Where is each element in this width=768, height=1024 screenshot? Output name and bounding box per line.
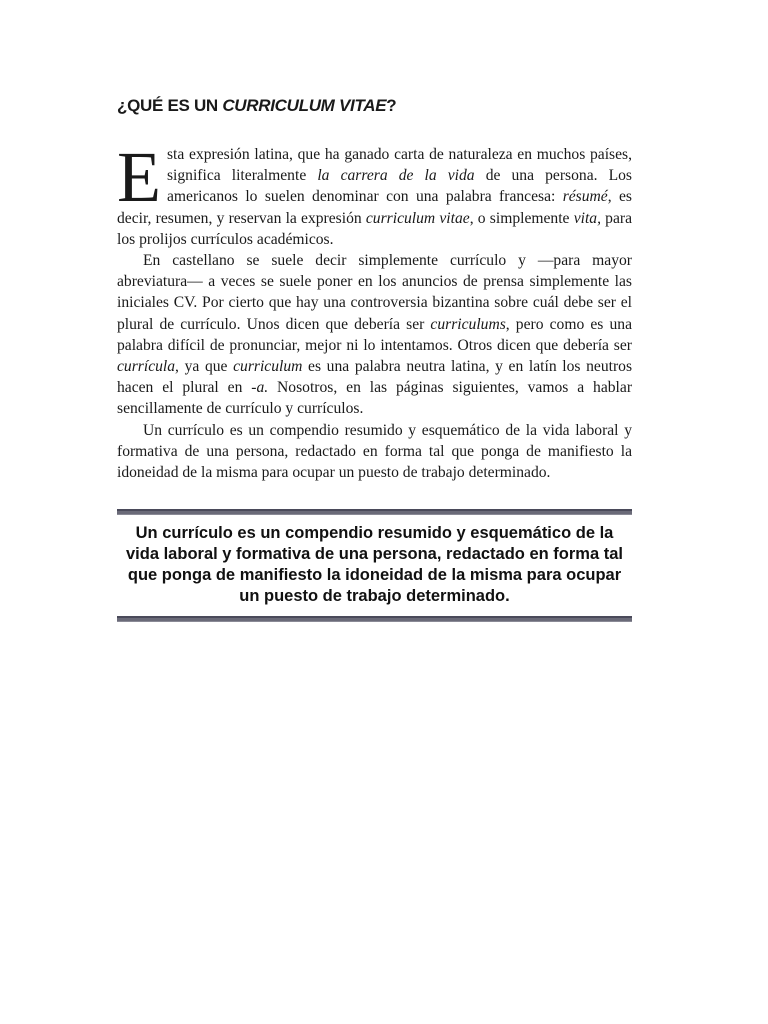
p1-italic-2: résumé (562, 188, 608, 206)
p2-text-4: es una palabra neutra latina, y en latín los neutros hacen el plural en (117, 358, 633, 397)
paragraph-2 (117, 250, 632, 420)
callout-text: Un currículo es un compendio resumido y esquemático de la vida laboral y formativa de una persona, redactado en forma tal que ponga de manifiesto la idoneidad de la misma para ocupar un puesto de trabajo determinado. (126, 524, 623, 606)
p2-text-1: En castellano se suele decir simplemente currículo y —para mayor abreviatura— a veces se suele poner en los anuncios de prensa simplemente las iniciales CV. Por cierto que hay una controversia bizantina sobre cuál debe ser el plural de currículo. Unos dicen que debería ser (117, 252, 632, 333)
p1-italic-3: curriculum vitae (365, 209, 470, 227)
document-page (117, 96, 632, 622)
heading-italic: CURRICULUM VITAE (222, 96, 387, 115)
body-text (117, 137, 633, 483)
drop-cap: E (117, 137, 161, 217)
p2-italic-1: curriculums (430, 315, 506, 333)
p1-italic-4: vita, (573, 209, 601, 227)
paragraph-3 (117, 420, 632, 484)
paragraph-1 (117, 137, 633, 250)
p2-text-5: Nosotros, en las páginas siguientes, vamos a hablar sencillamente de currículo y currículos. (117, 379, 633, 418)
p1-text-3: , es decir, resumen, y reservan la expresión (117, 188, 632, 227)
callout-bottom-rule (117, 616, 632, 622)
p1-text-2: de una persona. Los americanos lo suelen denominar con una palabra francesa: (166, 167, 632, 206)
p1-text-5: para los prolijos currículos académicos. (117, 209, 633, 248)
p2-text-2: , pero como es una palabra difícil de pronunciar, mejor ni lo intentamos. Otros dicen que debería ser (117, 315, 632, 354)
heading-suffix: ? (386, 96, 397, 115)
p3-text-1: Un currículo es un compendio resumido y esquemático de la vida laboral y formativa de una persona, redactado en forma tal que ponga de manifiesto la idoneidad de la misma para ocupar un puesto de trabajo determinado. (117, 421, 632, 482)
p2-italic-2: currícula (117, 358, 176, 376)
p1-text-4: , o simplemente (469, 209, 574, 227)
p1-italic-1: la carrera de la vida (317, 167, 475, 185)
callout-box (117, 509, 632, 622)
p2-text-3: , ya que (175, 358, 234, 376)
heading-prefix: ¿QUÉ ES UN (117, 96, 223, 115)
p2-italic-3: curriculum (233, 358, 303, 376)
p2-italic-4: -a. (251, 379, 269, 397)
section-heading (117, 96, 632, 116)
p1-text-1: sta expresión latina, que ha ganado carta de naturaleza en muchos países, significa literalmente (166, 146, 632, 185)
